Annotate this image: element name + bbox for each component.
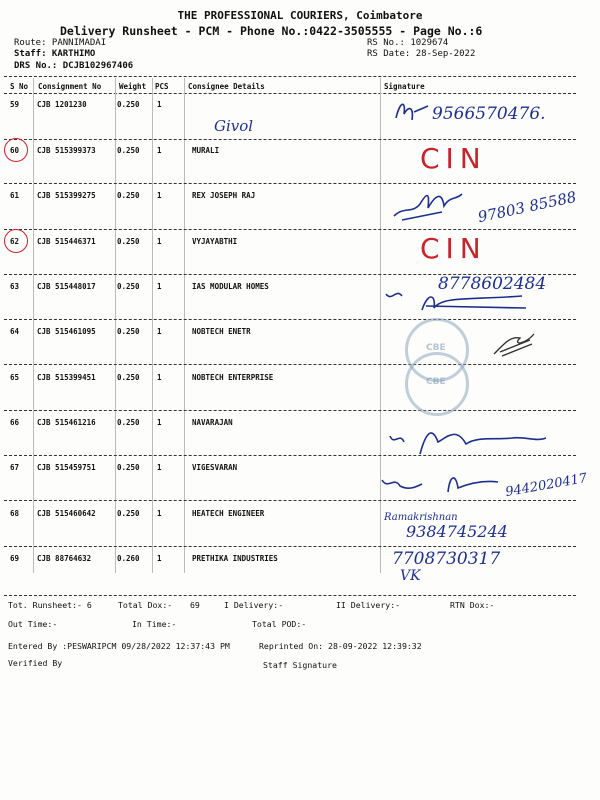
row-divider [4, 546, 576, 547]
column-divider [152, 78, 153, 573]
row-pcs: 1 [157, 418, 162, 427]
row-weight: 0.250 [117, 373, 140, 382]
document-subtitle: Delivery Runsheet - PCM - Phone No.:0422-3505555 - Page No.:6 [60, 24, 483, 38]
row-consignee: NOBTECH ENETR [192, 327, 251, 336]
column-divider [184, 78, 185, 573]
row-consignee: VYJAYABTHI [192, 237, 238, 246]
verified-by-label: Verified By [8, 658, 63, 668]
row-consignment: CJB 515399373 [37, 146, 96, 155]
row-weight: 0.250 [117, 327, 140, 336]
handwritten-cin: CIN [420, 142, 487, 175]
row-sno: 64 [10, 327, 20, 336]
row-consignee: MURALI [192, 146, 220, 155]
table-bottom-rule [4, 595, 576, 596]
handwritten-signature [392, 96, 432, 126]
handwritten-signature [386, 420, 556, 460]
row-sno: 68 [10, 509, 20, 518]
handwritten-phone: 9384745244 [406, 522, 508, 541]
total-dox-label: Total Dox:- [118, 600, 173, 610]
row-pcs: 1 [157, 100, 162, 109]
row-sno: 67 [10, 463, 20, 472]
handwritten-signature [382, 282, 542, 322]
tot-runsheet-label: Tot. Runsheet:- 6 [8, 600, 92, 610]
row-pcs: 1 [157, 282, 162, 291]
col-header-pcs: PCS [155, 82, 169, 91]
row-consignment: CJB 515448017 [37, 282, 96, 291]
col-header-weight: Weight [119, 82, 147, 91]
row-weight: 0.250 [117, 100, 140, 109]
row-weight: 0.260 [117, 554, 140, 563]
row-weight: 0.250 [117, 191, 140, 200]
ii-delivery-label: II Delivery:- [336, 600, 401, 610]
entered-by-label: Entered By :PESWARIPCM 09/28/2022 12:37:43 PM [8, 641, 230, 651]
col-header-signature: Signature [384, 82, 425, 91]
row-weight: 0.250 [117, 463, 140, 472]
row-sno: 61 [10, 191, 20, 200]
table-top-rule [4, 76, 576, 77]
row-consignee: NAVARAJAN [192, 418, 233, 427]
handwritten-signature [392, 186, 482, 226]
row-consignment: CJB 515461216 [37, 418, 96, 427]
row-weight: 0.250 [117, 146, 140, 155]
document-title: THE PROFESSIONAL COURIERS, Coimbatore [177, 9, 423, 22]
red-circle-mark [4, 138, 28, 162]
drs-label: DRS No.: DCJB102967406 [14, 61, 134, 71]
row-consignee: VIGESVARAN [192, 463, 238, 472]
row-sno: 63 [10, 282, 20, 291]
row-divider [4, 364, 576, 365]
table-header-rule [4, 93, 576, 94]
row-consignee: HEATECH ENGINEER [192, 509, 265, 518]
row-consignment: CJB 88764632 [37, 554, 92, 563]
row-consignment: CJB 515446371 [37, 237, 96, 246]
row-sno: 69 [10, 554, 20, 563]
column-divider [33, 78, 34, 573]
row-divider [4, 229, 576, 230]
row-sno: 62 [10, 237, 20, 246]
handwritten-phone: 9566570476. [432, 104, 546, 124]
red-circle-mark [4, 229, 28, 253]
stamp-text: CBE [426, 377, 446, 387]
row-divider [4, 500, 576, 501]
handwritten-phone: 8778602484 [438, 274, 547, 294]
row-divider [4, 410, 576, 411]
row-pcs: 1 [157, 146, 162, 155]
row-pcs: 1 [157, 373, 162, 382]
row-sno: 65 [10, 373, 20, 382]
row-consignment: CJB 515461095 [37, 327, 96, 336]
rs-date-label: RS Date: 28-Sep-2022 [367, 49, 476, 59]
handwritten-signature [378, 466, 508, 500]
row-sno: 59 [10, 100, 20, 109]
row-pcs: 1 [157, 327, 162, 336]
row-pcs: 1 [157, 191, 162, 200]
in-time-label: In Time:- [132, 619, 177, 629]
route-label: Route: PANNIMADAI [14, 38, 107, 48]
row-divider [4, 139, 576, 140]
handwritten-phone: 7708730317 [392, 549, 501, 569]
row-sno: 60 [10, 146, 20, 155]
staff-label: Staff: KARTHIMO [14, 49, 96, 59]
row-pcs: 1 [157, 463, 162, 472]
row-divider [4, 183, 576, 184]
handwritten-signature [490, 330, 540, 360]
row-pcs: 1 [157, 554, 162, 563]
col-header-consignee: Consignee Details [188, 82, 265, 91]
row-consignee: PRETHIKA INDUSTRIES [192, 554, 278, 563]
row-weight: 0.250 [117, 418, 140, 427]
row-consignee: IAS MODULAR HOMES [192, 282, 269, 291]
row-weight: 0.250 [117, 237, 140, 246]
stamp-text: CBE [426, 343, 446, 353]
rtn-dox-label: RTN Dox:- [450, 600, 495, 610]
out-time-label: Out Time:- [8, 619, 58, 629]
reprinted-on-label: Reprinted On: 28-09-2022 12:39:32 [259, 641, 422, 651]
handwritten-initials: VK [400, 568, 421, 584]
row-weight: 0.250 [117, 509, 140, 518]
total-pod-label: Total POD:- [252, 619, 307, 629]
row-consignment: CJB 515399451 [37, 373, 96, 382]
rs-no-label: RS No.: 1029674 [367, 38, 449, 48]
row-consignee: REX JOSEPH RAJ [192, 191, 256, 200]
row-consignment: CJB 1201230 [37, 100, 87, 109]
total-dox-value: 69 [190, 600, 200, 610]
handwritten-phone: 97803 85588 [476, 187, 578, 227]
row-consignment: CJB 515460642 [37, 509, 96, 518]
i-delivery-label: I Delivery:- [224, 600, 284, 610]
col-header-consignment: Consignment No [38, 82, 102, 91]
row-consignee: NOBTECH ENTERPRISE [192, 373, 274, 382]
handwritten-name: Givol [214, 117, 254, 135]
row-pcs: 1 [157, 509, 162, 518]
row-weight: 0.250 [117, 282, 140, 291]
handwritten-phone: 9442020417 [504, 470, 589, 501]
row-consignment: CJB 515399275 [37, 191, 96, 200]
column-divider [115, 78, 116, 573]
row-pcs: 1 [157, 237, 162, 246]
row-sno: 66 [10, 418, 20, 427]
col-header-sno: S No [10, 82, 29, 91]
row-consignment: CJB 515459751 [37, 463, 96, 472]
handwritten-cin: CIN [420, 232, 487, 265]
handwritten-name: Ramakrishnan [384, 512, 458, 523]
courier-stamp [405, 352, 469, 416]
staff-signature-label: Staff Signature [263, 660, 337, 670]
